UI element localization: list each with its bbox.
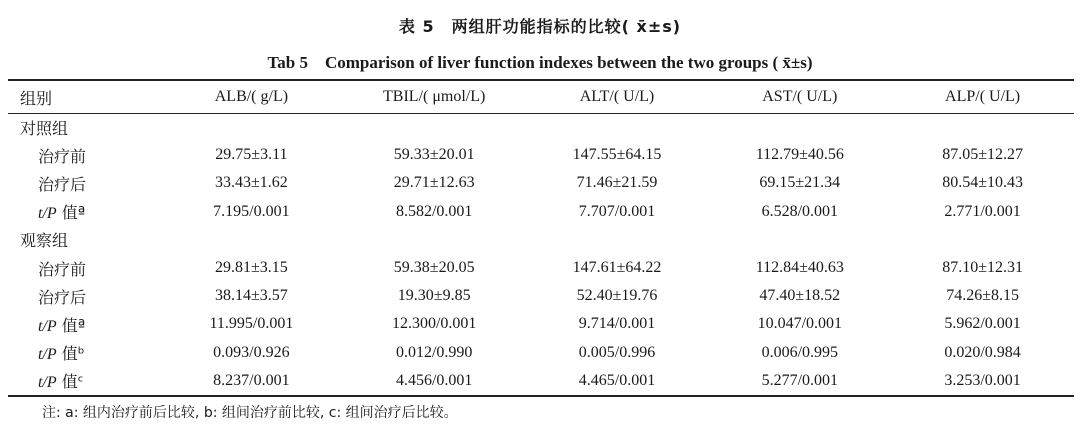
tp-symbol: t/P [38,317,57,335]
table-bottom-rule [8,395,1074,397]
table-cell: 0.093/0.926 [213,343,290,361]
table-title-english: Tab 5 Comparison of liver function indexes between the two groups ( x̄±s) [267,53,813,72]
table-cell: 5.962/0.001 [944,315,1021,333]
row-label: 治疗后 [38,174,87,194]
row-label [8,339,160,367]
table-cell: 29.71±12.63 [393,174,475,192]
tp-suffix: 值ᶜ [56,372,84,392]
table-cell [526,113,709,141]
table-cell: 7.707/0.001 [578,202,656,220]
table-row [8,339,1074,367]
tp-suffix: 值ᵇ [56,344,85,364]
table-cell: 0.012/0.990 [395,343,473,361]
table-row [8,198,1074,226]
table-cell [526,226,709,254]
table-cell: 4.465/0.001 [578,371,656,389]
row-label: 治疗后 [38,287,87,307]
table-cell: 29.75±3.11 [215,146,288,164]
table-cell: 8.582/0.001 [395,202,473,220]
table-cell: 12.300/0.001 [391,315,477,333]
row-label: 治疗前 [38,259,87,279]
table-cell: 2.771/0.001 [944,202,1021,220]
table-cell [343,113,526,141]
table-row [8,282,1074,310]
table-cell: 29.81±3.15 [215,259,288,277]
header-alp: ALP/( U/L) [945,88,1021,105]
table-cell: 69.15±21.34 [759,174,841,192]
row-label [8,367,160,395]
table-cell: 6.528/0.001 [761,202,839,220]
table-cell [891,226,1074,254]
row-label: 治疗前 [38,146,87,166]
table-cell: 10.047/0.001 [757,315,843,333]
table-row [8,169,1074,197]
table-body [8,113,1074,395]
table-cell [708,226,891,254]
table-cell: 112.84±40.63 [755,259,844,277]
table-cell: 19.30±9.85 [397,287,471,305]
table-cell: 3.253/0.001 [944,371,1021,389]
table-cell: 87.10±12.31 [942,259,1023,277]
table-row [8,226,1074,254]
table-row [8,310,1074,338]
table-row [8,113,1074,141]
header-ast: AST/( U/L) [762,88,838,105]
table-row [8,141,1074,169]
table-cell [891,113,1074,141]
header-group: 组别 [20,88,53,108]
table-cell [160,226,343,254]
table-cell: 147.55±64.15 [572,146,662,164]
table-cell: 59.38±20.05 [393,259,475,277]
table-header-row [8,81,1074,113]
table-cell [160,113,343,141]
table-cell: 8.237/0.001 [213,371,290,389]
table-cell: 38.14±3.57 [215,287,288,305]
table-cell [708,113,891,141]
table-cell: 4.456/0.001 [395,371,473,389]
table-cell: 80.54±10.43 [942,174,1023,192]
table-cell: 11.995/0.001 [209,315,294,333]
table-cell: 0.005/0.996 [578,343,656,361]
table-cell: 59.33±20.01 [393,146,475,164]
header-tbil: TBIL/( μmol/L) [383,88,486,105]
table-row [8,254,1074,282]
group-label: 观察组 [20,231,69,251]
row-label [8,198,160,226]
table-cell: 147.61±64.22 [572,259,662,277]
table-cell: 9.714/0.001 [578,315,656,333]
table-cell: 33.43±1.62 [215,174,288,192]
tp-symbol: t/P [38,374,57,392]
tp-suffix: 值ª [56,203,86,223]
table-cell: 112.79±40.56 [755,146,844,164]
row-label [8,310,160,338]
table-cell: 47.40±18.52 [759,287,841,305]
tp-suffix: 值ª [56,315,86,335]
table-row [8,367,1074,395]
table-cell: 74.26±8.15 [946,287,1019,305]
tp-symbol: t/P [38,205,57,223]
group-label: 对照组 [20,118,69,138]
liver-function-table [8,81,1074,395]
table-cell: 52.40±19.76 [576,287,658,305]
table-cell: 5.277/0.001 [761,371,839,389]
table-cell: 7.195/0.001 [213,202,290,220]
table-cell: 0.020/0.984 [944,343,1021,361]
table-cell: 87.05±12.27 [942,146,1023,164]
header-alt: ALT/( U/L) [579,88,655,105]
table-cell [343,226,526,254]
header-alb: ALB/( g/L) [214,88,289,105]
table-cell: 0.006/0.995 [761,343,839,361]
table-footnote: 注: a: 组内治疗前后比较, b: 组间治疗前比较, c: 组间治疗后比较。 [42,405,458,421]
tp-symbol: t/P [38,346,57,364]
table-cell: 71.46±21.59 [576,174,658,192]
table-title-chinese: 表 5 两组肝功能指标的比较( x̄±s) [398,17,682,36]
